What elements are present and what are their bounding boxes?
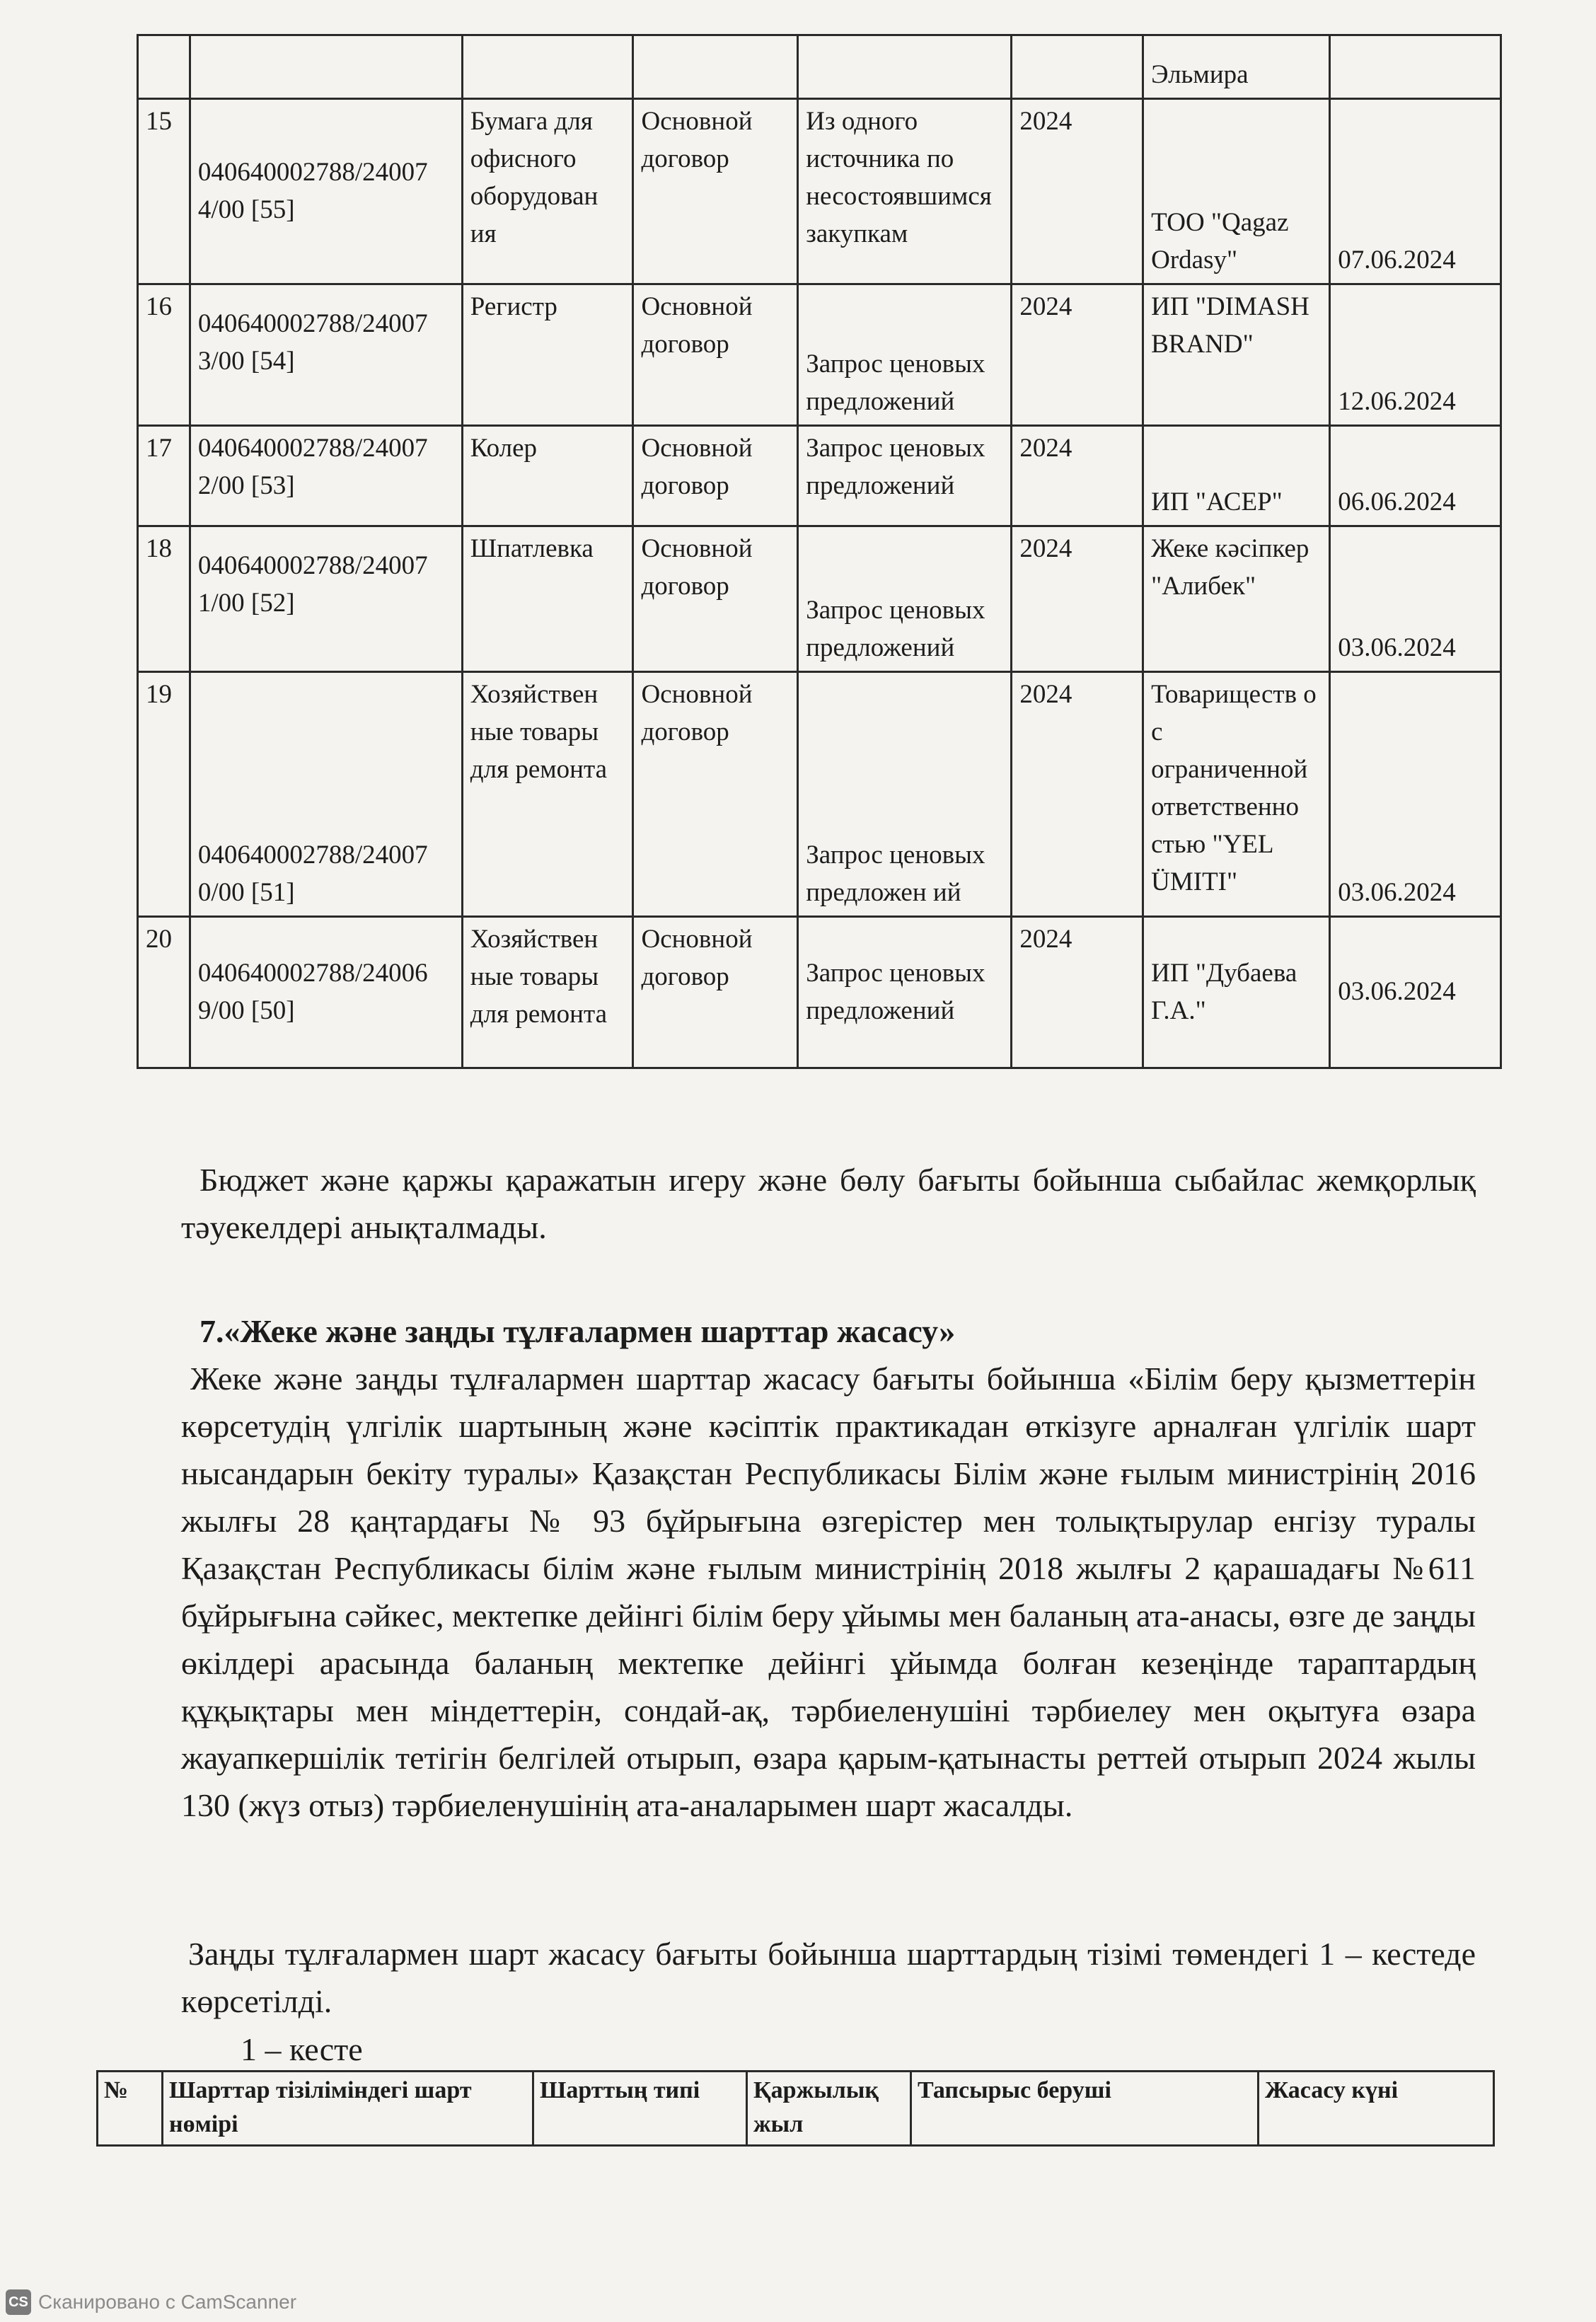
- cell-num: 20: [138, 917, 190, 1068]
- cell-type: Основной договор: [633, 284, 798, 426]
- cell-date: 12.06.2024: [1330, 284, 1501, 426]
- cell-year: 2024: [1012, 917, 1143, 1068]
- table-row: [138, 526, 1501, 672]
- cell-name: [462, 35, 633, 99]
- cell-reg: 040640002788/24007 4/00 [55]: [190, 99, 462, 284]
- cell-date: 06.06.2024: [1330, 426, 1501, 526]
- cell-reg: [190, 35, 462, 99]
- table-row: [138, 35, 1501, 99]
- footer-text: Сканировано с CamScanner: [38, 2291, 297, 2313]
- header-num: №: [98, 2072, 163, 2146]
- cell-reg: 040640002788/24007 1/00 [52]: [190, 526, 462, 672]
- cell-year: 2024: [1012, 284, 1143, 426]
- cell-method: Запрос ценовых предложений: [798, 526, 1012, 672]
- section-heading: 7.«Жеке және заңды тұлғалармен шарттар жасасу»: [200, 1313, 956, 1349]
- cell-supplier: ИП "DIMASH BRAND": [1143, 284, 1330, 426]
- cell-method: Запрос ценовых предложений: [798, 917, 1012, 1068]
- cell-num: 17: [138, 426, 190, 526]
- cell-num: 19: [138, 672, 190, 917]
- cell-method: Из одного источника по несостоявшимся закупкам: [798, 99, 1012, 284]
- cell-method: Запрос ценовых предложений: [798, 284, 1012, 426]
- cell-year: 2024: [1012, 99, 1143, 284]
- cell-name: Шпатлевка: [462, 526, 633, 672]
- cell-name: Колер: [462, 426, 633, 526]
- table-row: [138, 284, 1501, 426]
- cell-name: Хозяйствен ные товары для ремонта: [462, 672, 633, 917]
- cell-reg: 040640002788/24007 3/00 [54]: [190, 284, 462, 426]
- cell-date: 03.06.2024: [1330, 526, 1501, 672]
- cell-num: [138, 35, 190, 99]
- cell-year: [1012, 35, 1143, 99]
- cell-type: Основной договор: [633, 526, 798, 672]
- header-type: Шарттың типі: [533, 2072, 747, 2146]
- cell-supplier: ТОО "Qagaz Ordasy": [1143, 99, 1330, 284]
- cell-date: 03.06.2024: [1330, 672, 1501, 917]
- cell-year: 2024: [1012, 426, 1143, 526]
- cell-name: Хозяйствен ные товары для ремонта: [462, 917, 633, 1068]
- table-header-row: [98, 2072, 1494, 2146]
- table-row: [138, 426, 1501, 526]
- cell-year: 2024: [1012, 672, 1143, 917]
- cell-year: 2024: [1012, 526, 1143, 672]
- contracts-table: [96, 2070, 1495, 2147]
- cell-name: Бумага для офисного оборудован ия: [462, 99, 633, 284]
- cell-supplier: ИП "Дубаева Г.А.": [1143, 917, 1330, 1068]
- cell-type: Основной договор: [633, 672, 798, 917]
- paragraph-budget-risks: Бюджет және қаржы қаражатын игеру және бөлу бағыты бойынша сыбайлас жемқорлық тәуекелдері анықталмады.: [181, 1162, 1476, 1245]
- cell-num: 16: [138, 284, 190, 426]
- table-row: [138, 917, 1501, 1068]
- cell-reg: 040640002788/24007 2/00 [53]: [190, 426, 462, 526]
- table-row: [138, 672, 1501, 917]
- cell-name: Регистр: [462, 284, 633, 426]
- scanner-footer: [6, 2289, 296, 2315]
- cell-num: 18: [138, 526, 190, 672]
- header-date: Жасасу күні: [1259, 2072, 1494, 2146]
- cell-method: Запрос ценовых предложений: [798, 426, 1012, 526]
- header-customer: Тапсырыс беруші: [911, 2072, 1259, 2146]
- cell-type: Основной договор: [633, 426, 798, 526]
- cell-reg: 040640002788/24007 0/00 [51]: [190, 672, 462, 917]
- camscanner-icon: CS: [6, 2289, 31, 2315]
- cell-type: Основной договор: [633, 917, 798, 1068]
- cell-num: 15: [138, 99, 190, 284]
- cell-supplier: Жеке кәсіпкер "Алибек": [1143, 526, 1330, 672]
- paragraph-contracts: Жеке және заңды тұлғалармен шарттар жасасу бағыты бойынша «Білім беру қызметтерін көрсетудің үлгілік шартының және кәсіптік практикадан өткізуге арналған үлгілік шарт нысандарын бекіту туралы» Қазақстан Республикасы Білім және ғылым министрінің 2016 жылғы 28 қаңтардағы № 93 бұйрығына өзгерістер мен толықтырулар енгізу туралы Қазақстан Республикасы білім және ғылым министрінің 2018 жылғы 2 қарашадағы №611 бұйрығына сәйкес, мектепке дейінгі білім беру ұйымы мен баланың ата-анасы, өзге де заңды өкілдері арасында баланың мектепке дейінгі ұйымда болған кезеңінде тараптардың құқықтары мен міндеттерін, сондай-ақ, тәрбиеленушіні тәрбиелеу мен оқытуға өзара жауапкершілік тетігін белгілей отырып, өзара қарым-қатынасты реттей отырып 2024 жылы 130 (жүз отыз) тәрбиеленушінің ата-аналарымен шарт жасалды.: [181, 1361, 1476, 1823]
- cell-type: Основной договор: [633, 99, 798, 284]
- procurement-table: [137, 34, 1502, 1069]
- cell-supplier: Эльмира: [1143, 35, 1330, 99]
- table-row: [138, 99, 1501, 284]
- cell-supplier: ИП "АСЕР": [1143, 426, 1330, 526]
- cell-method: Запрос ценовых предложен ий: [798, 672, 1012, 917]
- cell-reg: 040640002788/24006 9/00 [50]: [190, 917, 462, 1068]
- cell-type: [633, 35, 798, 99]
- cell-method: [798, 35, 1012, 99]
- cell-supplier: Товариществ о с ограниченной ответственно стью "YEL ÜMITI": [1143, 672, 1330, 917]
- cell-date: 03.06.2024: [1330, 917, 1501, 1068]
- header-year: Қаржылық жыл: [747, 2072, 911, 2146]
- paragraph-contract-list: Заңды тұлғалармен шарт жасасу бағыты бойынша шарттардың тізімі төмендегі 1 – кестеде көрсетілді.: [181, 1936, 1476, 2019]
- cell-date: [1330, 35, 1501, 99]
- header-reg: Шарттар тізіліміндегі шарт нөмірі: [163, 2072, 533, 2146]
- cell-date: 07.06.2024: [1330, 99, 1501, 284]
- table-caption: 1 – кесте: [241, 2031, 363, 2067]
